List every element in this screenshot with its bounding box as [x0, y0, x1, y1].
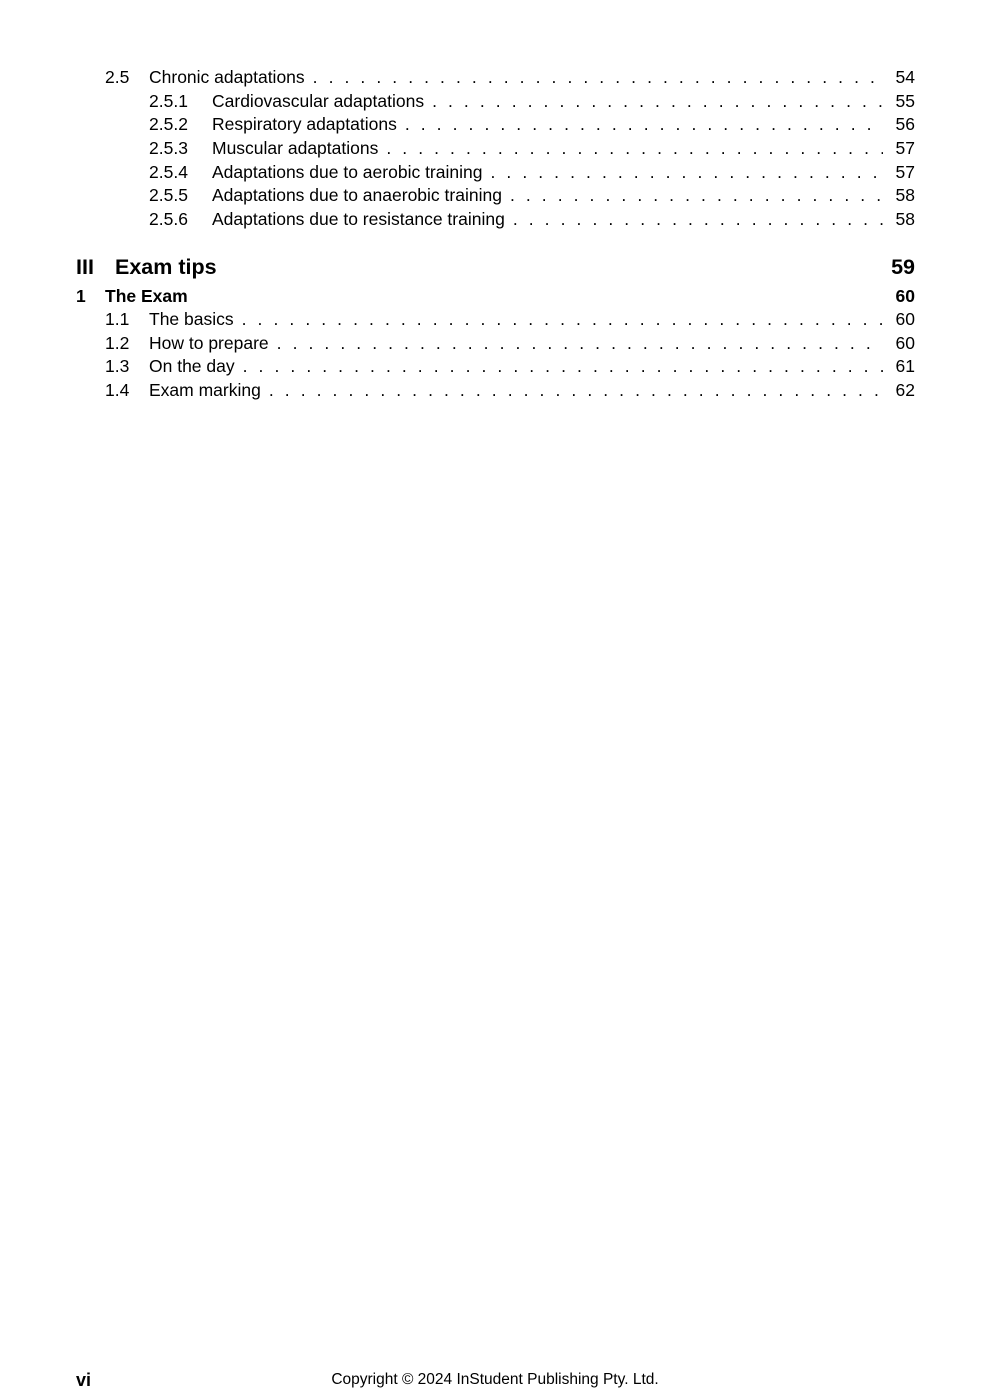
- toc-entry-2-5-4[interactable]: [76, 161, 915, 185]
- toc-entry-number: 2.5.6: [149, 209, 188, 230]
- dot-leader: [513, 208, 883, 232]
- toc-entry-1-1[interactable]: [76, 308, 915, 332]
- toc-entry-page: 56: [895, 114, 915, 135]
- toc-entry-title: Muscular adaptations: [212, 138, 379, 159]
- toc-entry-number: 2.5.4: [149, 161, 188, 182]
- toc-entry-page: 57: [895, 161, 915, 182]
- toc-entry-number: 1.2: [105, 332, 130, 353]
- toc-entry-page: 60: [895, 332, 915, 353]
- toc-entry-title: Adaptations due to aerobic training: [212, 161, 483, 182]
- dot-leader: [490, 161, 883, 185]
- toc-entry-number: 1.1: [105, 308, 130, 329]
- toc-entry-2-5-1[interactable]: [76, 90, 915, 114]
- toc-entry-2-5-6[interactable]: [76, 208, 915, 232]
- toc-entry-2-5-5[interactable]: [76, 184, 915, 208]
- dot-leader: [510, 184, 883, 208]
- toc-entry-page: 58: [895, 209, 915, 230]
- toc-entry-title: Adaptations due to anaerobic training: [212, 185, 502, 206]
- toc-entry-title: Respiratory adaptations: [212, 114, 397, 135]
- toc-entry-page: 62: [895, 379, 915, 400]
- toc-entry-number: 2.5.2: [149, 114, 188, 135]
- dot-leader: [243, 355, 883, 379]
- toc-entry-title: Cardiovascular adaptations: [212, 90, 425, 111]
- chapter-title: The Exam: [105, 285, 188, 306]
- toc-entry-number: 2.5.3: [149, 138, 188, 159]
- toc-entry-2-5[interactable]: [76, 66, 915, 90]
- chapter-number: 1: [76, 285, 86, 306]
- toc-entry-number: 2.5: [105, 67, 130, 87]
- toc-entry-1-2[interactable]: [76, 332, 915, 356]
- toc-entry-2-5-3[interactable]: [76, 137, 915, 161]
- dot-leader: [269, 379, 883, 403]
- toc-entry-page: 55: [895, 90, 915, 111]
- dot-leader: [277, 332, 883, 356]
- toc-entry-title: The basics: [149, 308, 234, 329]
- page-number: vi: [76, 1370, 92, 1390]
- toc-entry-2-5-2[interactable]: [76, 113, 915, 137]
- page-footer: [0, 1367, 990, 1393]
- toc-entry-number: 2.5.5: [149, 185, 188, 206]
- toc-entry-number: 1.4: [105, 379, 130, 400]
- dot-leader: [242, 308, 883, 332]
- toc-entry-title: How to prepare: [149, 332, 269, 353]
- part-page: 59: [891, 254, 915, 279]
- toc-chapter-1[interactable]: [76, 284, 915, 308]
- table-of-contents: [76, 66, 915, 403]
- toc-entry-title: On the day: [149, 356, 235, 377]
- toc-entry-1-3[interactable]: [76, 355, 915, 379]
- toc-entry-page: 54: [895, 67, 915, 87]
- toc-entry-page: 61: [895, 356, 915, 377]
- toc-entry-title: Chronic adaptations: [149, 67, 305, 87]
- toc-entry-page: 60: [895, 308, 915, 329]
- dot-leader: [313, 66, 883, 90]
- toc-entry-1-4[interactable]: [76, 379, 915, 403]
- toc-entry-page: 58: [895, 185, 915, 206]
- toc-entry-title: Exam marking: [149, 379, 261, 400]
- copyright-notice: Copyright © 2024 InStudent Publishing Pty. Ltd.: [331, 1371, 659, 1388]
- part-title: Exam tips: [115, 254, 217, 279]
- toc-part-iii[interactable]: [76, 252, 915, 282]
- dot-leader: [386, 137, 883, 161]
- toc-entry-page: 57: [895, 138, 915, 159]
- toc-entry-number: 2.5.1: [149, 90, 188, 111]
- dot-leader: [405, 113, 883, 137]
- toc-entry-number: 1.3: [105, 356, 130, 377]
- dot-leader: [432, 90, 883, 114]
- chapter-page: 60: [895, 285, 915, 306]
- part-number: III: [76, 254, 94, 279]
- toc-entry-title: Adaptations due to resistance training: [212, 209, 505, 230]
